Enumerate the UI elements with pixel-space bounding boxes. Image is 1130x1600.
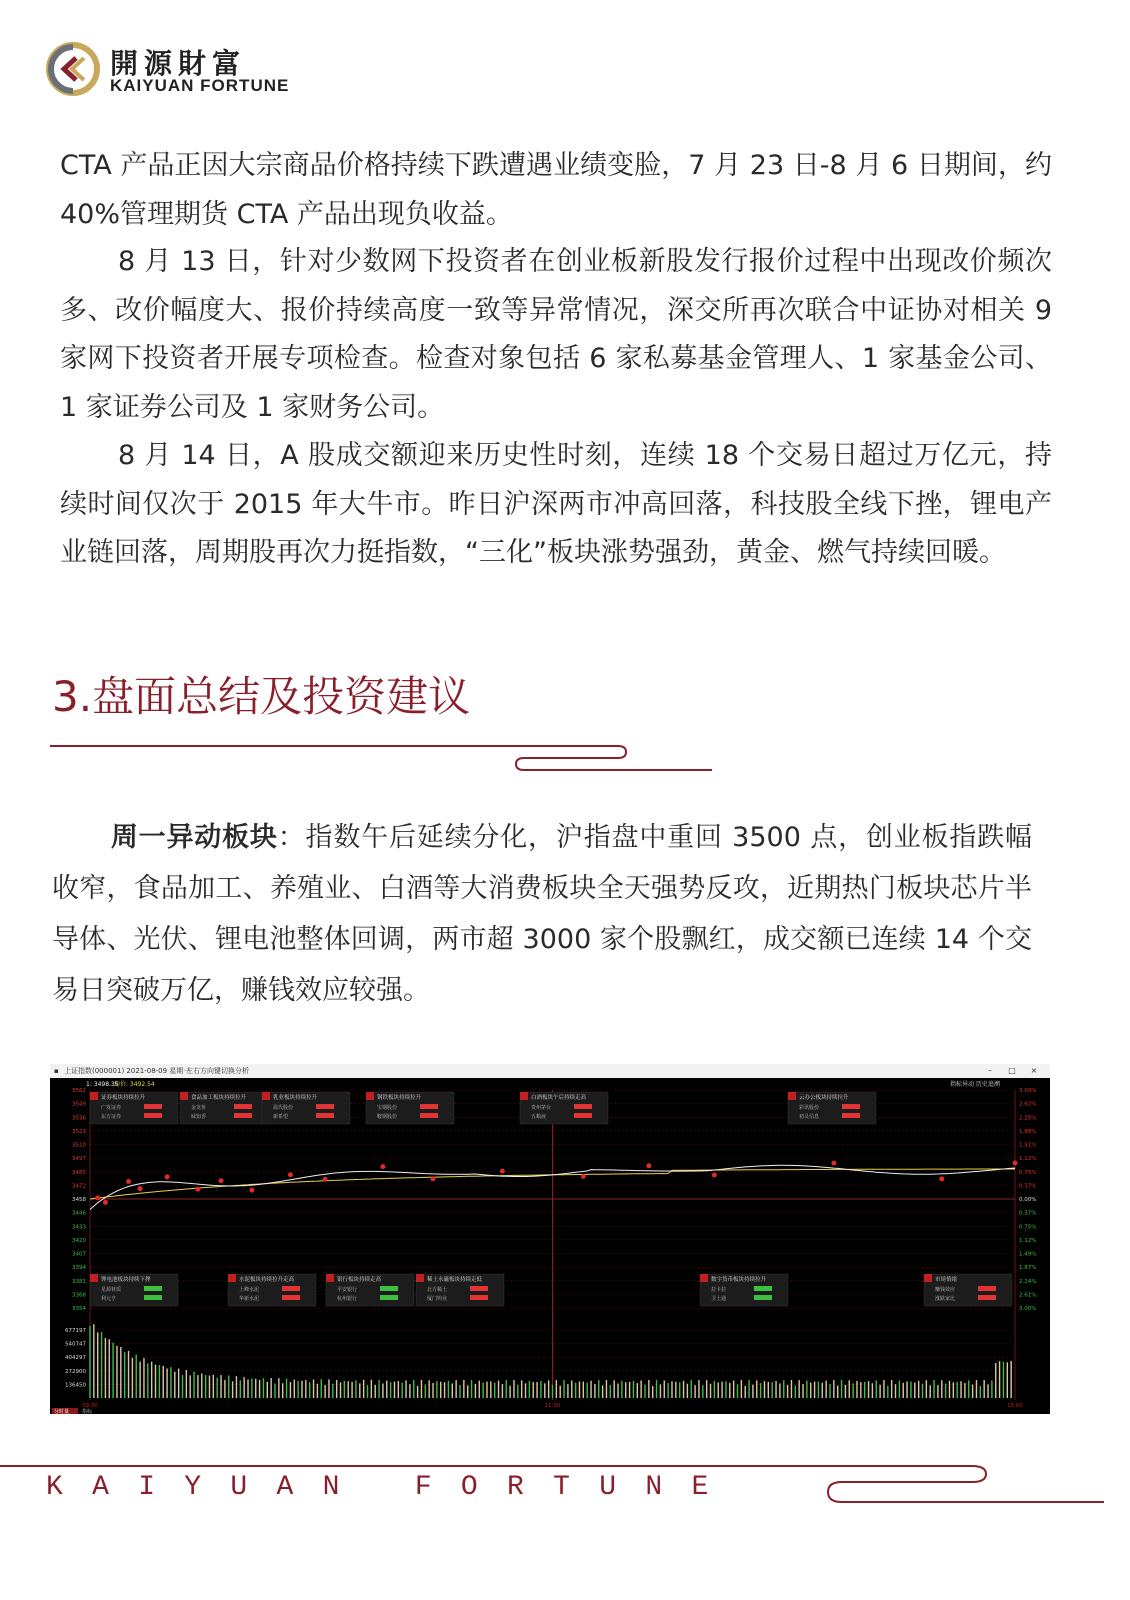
- info-box-title: 数字货币板块持续拉升: [711, 1277, 767, 1283]
- pct-tick-label: 2.24%: [1019, 1278, 1037, 1285]
- pct-tick-label: 2.61%: [1019, 1292, 1037, 1299]
- info-box-badge: [700, 1274, 708, 1282]
- pct-tick-label: 0.75%: [1019, 1224, 1037, 1231]
- info-box-badge: [180, 1092, 188, 1100]
- volume-tick-label: 136450: [65, 1382, 86, 1389]
- info-box-badge: [788, 1092, 796, 1100]
- info-box-row: 新希望: [273, 1114, 289, 1120]
- info-box-change-bar: [842, 1113, 860, 1118]
- window-app-icon: ▪: [54, 1067, 59, 1075]
- price-tick-label: 3510: [72, 1142, 86, 1149]
- price-tick-label: 3549: [72, 1101, 86, 1108]
- event-marker: [431, 1176, 436, 1181]
- info-box-row: 温氏股份: [273, 1105, 294, 1111]
- price-tick-label: 3381: [72, 1278, 86, 1285]
- info-box-change-bar: [144, 1295, 162, 1300]
- event-marker: [831, 1161, 836, 1166]
- info-box-change-bar: [380, 1286, 398, 1291]
- info-box-title: 食品加工板块持续拉升: [191, 1095, 247, 1101]
- lead-label: 周一异动板块: [110, 822, 278, 853]
- event-marker: [939, 1176, 944, 1181]
- section-title: 3.盘面总结及投资建议: [52, 672, 471, 721]
- info-box-row: 卫士通: [711, 1296, 727, 1302]
- pct-tick-label: 3.00%: [1019, 1306, 1037, 1312]
- info-box-row: 利元亨: [101, 1296, 117, 1302]
- paragraph-inspection: 8 月 13 日，针对少数网下投资者在创业板新股发行报价过程中出现改价频次多、改价幅度大、报价持续高度一致等异常情况，深交所再次联合中证协对相关 9 家网下投资者开展专项检查。检查对象包括 6 家私募基金管理人、1 家基金公司、1 家证券公司及 1 家财务公司。: [60, 246, 1052, 423]
- tab-indicator-label: 指标: [82, 1409, 93, 1414]
- event-marker: [249, 1188, 254, 1193]
- info-box-change-bar: [574, 1104, 592, 1109]
- info-box-change-bar: [144, 1104, 162, 1109]
- info-box-title: 市场情绪: [935, 1277, 958, 1283]
- info-box-row: 宝钢股份: [377, 1105, 398, 1111]
- event-marker: [138, 1186, 143, 1191]
- info-box-badge: [90, 1274, 98, 1282]
- pct-tick-label: 0.75%: [1019, 1169, 1037, 1176]
- info-box-badge: [416, 1274, 424, 1282]
- close-icon[interactable]: ×: [1030, 1066, 1038, 1075]
- info-box-title: 水泥板块持续拉升走高: [239, 1277, 295, 1283]
- event-marker: [581, 1174, 586, 1179]
- event-marker: [126, 1179, 131, 1184]
- info-box-change-bar: [470, 1286, 488, 1291]
- price-tick-label: 3458: [72, 1197, 86, 1203]
- volume-tick-label: 540747: [65, 1341, 86, 1348]
- info-box-title: 锂电池板块持续下挫: [101, 1277, 151, 1283]
- info-box-row: 涨跌家比: [935, 1296, 956, 1302]
- window-title: 上证指数(000001) 2021-08-09 星期一: [64, 1067, 191, 1075]
- info-box-change-bar: [282, 1286, 300, 1291]
- info-box-change-bar: [316, 1113, 334, 1118]
- pct-tick-label: 0.00%: [1019, 1197, 1037, 1203]
- logo-chinese-name: 開源財富: [110, 47, 247, 80]
- maximize-icon[interactable]: □: [1008, 1066, 1016, 1075]
- info-box-row: 鞍钢股份: [377, 1114, 398, 1120]
- info-box-row: 金龙鱼: [191, 1105, 207, 1111]
- event-marker: [323, 1177, 328, 1182]
- info-box-row: 星源材质: [101, 1287, 122, 1293]
- event-marker: [288, 1172, 293, 1177]
- top-right-label: 指标异动 历史追溯: [950, 1081, 1000, 1088]
- pct-tick-label: 1.51%: [1019, 1142, 1037, 1149]
- logo-emblem-icon: [46, 42, 100, 96]
- event-marker: [380, 1164, 385, 1169]
- pct-tick-label: 1.87%: [1019, 1265, 1037, 1272]
- info-box-row: 北方稀土: [427, 1287, 448, 1293]
- info-box-change-bar: [420, 1113, 438, 1118]
- paragraph-turnover: 8 月 14 日，A 股成交额迎来历史性时刻，连续 18 个交易日超过万亿元，持续时间仅次于 2015 年大牛市。昨日沪深两市冲高回落，科技股全线下挫，锂电产业链回落，周期股再次力挺指数，“三化”板块涨势强劲，黄金、燃气持续回暖。: [60, 440, 1052, 569]
- price-tick-label: 3446: [72, 1210, 86, 1217]
- info-box-change-bar: [234, 1113, 252, 1118]
- info-box-title: 乳业板块持续拉升: [273, 1095, 318, 1101]
- info-box-row: 味知香: [191, 1114, 207, 1120]
- pct-tick-label: 0.37%: [1019, 1210, 1037, 1217]
- section-divider: [50, 740, 730, 776]
- paragraph-monday-movers: 周一异动板块：指数午后延续分化，沪指盘中重回 3500 点，创业板指跌幅收窄，食品加工、养殖业、白酒等大消费板块全天强势反攻，近期热门板块芯片半导体、光伏、锂电池整体回调，两市超 3000 家个股飘红，成交额已连续 14 个交易日突破万亿，赚钱效应较强。: [52, 822, 1032, 1006]
- price-tick-label: 3394: [72, 1265, 86, 1272]
- volume-tick-label: 404297: [65, 1355, 86, 1362]
- window-subtitle: 左右方向键切换分析: [186, 1067, 249, 1075]
- price-label: 1: 3498.35: [86, 1081, 119, 1088]
- pct-tick-label: 1.12%: [1019, 1237, 1037, 1244]
- event-marker: [195, 1187, 200, 1192]
- price-tick-label: 3523: [72, 1128, 86, 1135]
- info-box-row: 广发证券: [101, 1105, 122, 1111]
- info-box-change-bar: [842, 1104, 860, 1109]
- event-marker: [95, 1195, 100, 1200]
- info-box-badge: [924, 1274, 932, 1282]
- info-box-row: 赚钱效应: [935, 1287, 956, 1293]
- info-box-change-bar: [282, 1295, 300, 1300]
- info-box-row: 拉卡拉: [711, 1287, 727, 1293]
- info-box-row: 东方证券: [101, 1114, 122, 1120]
- pct-tick-label: 1.49%: [1019, 1251, 1037, 1258]
- tab-intraday-volume-label: 分时量: [54, 1409, 70, 1414]
- info-box-change-bar: [754, 1286, 772, 1291]
- price-tick-label: 3354: [72, 1306, 86, 1312]
- price-tick-label: 3368: [72, 1292, 86, 1299]
- volume-tick-label: 677197: [65, 1328, 86, 1334]
- volume-tick-label: 272900: [65, 1368, 86, 1375]
- info-box-row: 杭州银行: [337, 1296, 358, 1302]
- price-tick-label: 3433: [72, 1224, 86, 1231]
- time-label: 15:00: [1007, 1403, 1023, 1409]
- time-label: 09:30: [82, 1403, 98, 1409]
- window-titlebar: [50, 1064, 1050, 1078]
- event-marker: [646, 1163, 651, 1168]
- price-tick-label: 3497: [72, 1156, 86, 1163]
- info-box-badge: [262, 1092, 270, 1100]
- info-box-row: 上峰水泥: [239, 1287, 260, 1293]
- footer-brand: KAIYUAN FORTUNE: [46, 1472, 738, 1503]
- info-box-badge: [326, 1274, 334, 1282]
- info-box-row: 贵州茅台: [531, 1105, 552, 1111]
- info-box-title: 银行板块持续走高: [337, 1277, 382, 1283]
- price-tick-label: 3536: [72, 1115, 86, 1122]
- pct-tick-label: 0.37%: [1019, 1183, 1037, 1190]
- info-box-change-bar: [978, 1295, 996, 1300]
- pct-tick-label: 1.12%: [1019, 1156, 1037, 1163]
- info-box-title: 证券板块持续拉升: [101, 1095, 146, 1101]
- info-box-change-bar: [574, 1113, 592, 1118]
- info-box-row: 华新水泥: [239, 1296, 260, 1302]
- company-logo: [46, 38, 290, 100]
- info-box-change-bar: [978, 1286, 996, 1291]
- info-box-change-bar: [316, 1104, 334, 1109]
- info-box-title: 云办公板块持续拉升: [799, 1095, 849, 1101]
- event-marker: [712, 1172, 717, 1177]
- price-tick-label: 3472: [72, 1183, 86, 1190]
- info-box-change-bar: [144, 1286, 162, 1291]
- pct-tick-label: 2.25%: [1019, 1115, 1037, 1122]
- info-box-change-bar: [234, 1104, 252, 1109]
- info-box-change-bar: [470, 1295, 488, 1300]
- info-box-change-bar: [380, 1295, 398, 1300]
- info-box-row: 初灵信息: [799, 1114, 820, 1120]
- info-box-badge: [90, 1092, 98, 1100]
- avg-label: 均价: 3492.54: [114, 1081, 155, 1088]
- pct-tick-label: 3.00%: [1019, 1088, 1037, 1094]
- price-tick-label: 3420: [72, 1237, 86, 1244]
- event-marker: [165, 1174, 170, 1179]
- pct-tick-label: 2.62%: [1019, 1101, 1037, 1108]
- info-box-row: 五粮液: [531, 1114, 547, 1120]
- info-box-badge: [520, 1092, 528, 1100]
- minimize-icon[interactable]: –: [988, 1066, 992, 1075]
- info-box-row: 平安银行: [337, 1287, 358, 1293]
- info-box-row: 厦门钨业: [427, 1296, 448, 1302]
- intraday-chart: [50, 1078, 1050, 1414]
- time-label: 11:30: [544, 1403, 561, 1409]
- info-box-change-bar: [420, 1104, 438, 1109]
- price-tick-label: 3407: [72, 1251, 86, 1258]
- info-box-title: 稀土永磁板块持续走低: [427, 1277, 483, 1283]
- info-box-change-bar: [754, 1295, 772, 1300]
- market-chart-screenshot: [50, 1064, 1050, 1414]
- info-box-title: 白酒板块午后持续走高: [531, 1095, 587, 1101]
- price-tick-label: 3485: [72, 1169, 86, 1176]
- logo-english-name: KAIYUAN FORTUNE: [110, 76, 290, 95]
- info-box-badge: [366, 1092, 374, 1100]
- price-tick-label: 3562: [72, 1088, 86, 1094]
- pct-tick-label: 1.88%: [1019, 1128, 1037, 1135]
- info-box-row: 彩讯股份: [799, 1105, 820, 1111]
- event-marker: [1013, 1160, 1018, 1165]
- info-box-badge: [228, 1274, 236, 1282]
- info-box-title: 钢铁板块持续拉升: [377, 1095, 422, 1101]
- event-marker: [219, 1178, 224, 1183]
- info-box-change-bar: [144, 1113, 162, 1118]
- paragraph-cta: CTA 产品正因大宗商品价格持续下跌遭遇业绩变脸，7 月 23 日-8 月 6 日期间，约 40%管理期货 CTA 产品出现负收益。: [60, 150, 1052, 230]
- event-marker: [103, 1200, 108, 1205]
- event-marker: [500, 1169, 505, 1174]
